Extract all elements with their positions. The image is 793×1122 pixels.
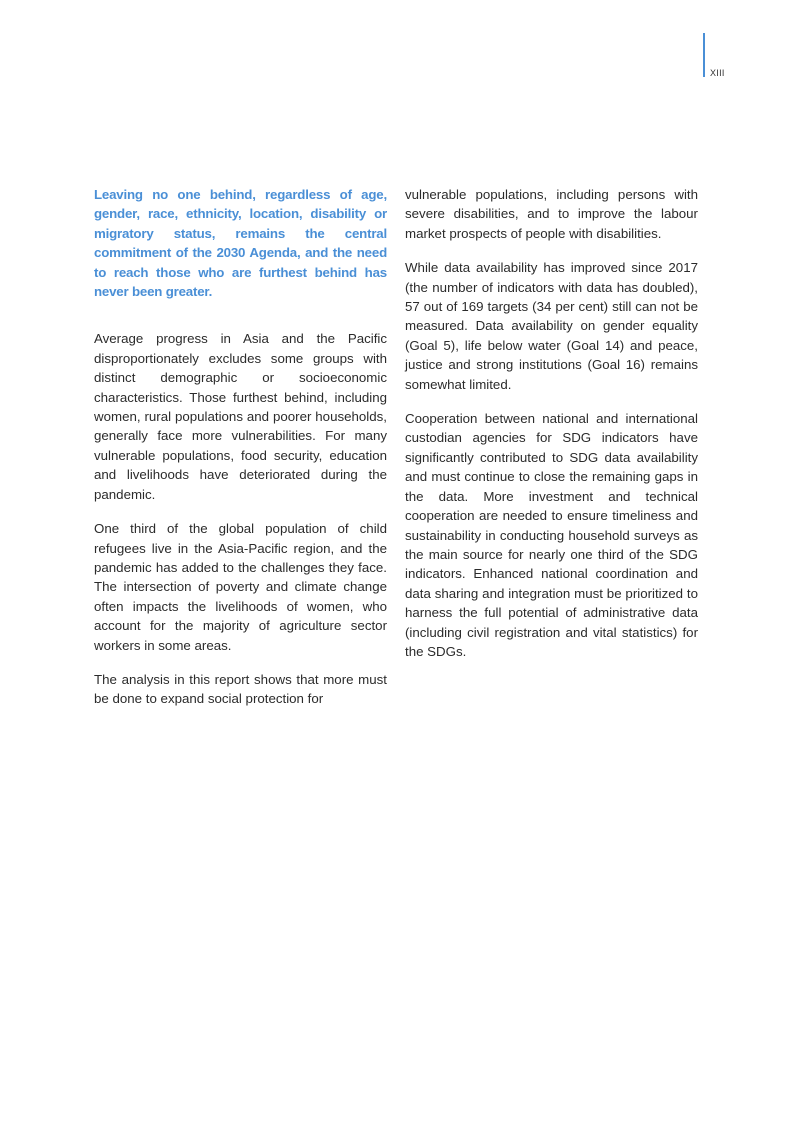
header-rule [703, 33, 705, 77]
right-column [405, 185, 698, 676]
body-paragraph: One third of the global population of child refugees live in the Asia-Pacific region, and the pandemic has added to the challenges they face. The intersection of poverty and climate change often impacts the livelihoods of women, who account for the majority of agriculture sector workers in some areas. [94, 521, 387, 653]
body-paragraph: Cooperation between national and international custodian agencies for SDG indicators have significantly contributed to SDG data availability and must continue to close the remaining gaps in the data. More investment and technical cooperation are needed to ensure timeliness and sustainability in conducting household surveys as the main source for nearly one third of the SDG indicators. Enhanced national coordination and data sharing and integration must be prioritized to harness the full potential of administrative data (including civil registration and vital statistics) for the SDGs. [405, 411, 698, 659]
body-paragraph: The analysis in this report shows that more must be done to expand social protection for [94, 671, 387, 707]
body-paragraph: vulnerable populations, including persons with severe disabilities, and to improve the labour market prospects of people with disabilities. [405, 187, 698, 241]
left-column [94, 185, 387, 724]
lead-paragraph: Leaving no one behind, regardless of age, gender, race, ethnicity, location, disability or migratory status, remains the central commitment of the 2030 Agenda, and the need to reach those who are furthest behind has never been greater. [94, 187, 387, 300]
page-number: XIII [710, 68, 725, 78]
body-paragraph: While data availability has improved since 2017 (the number of indicators with data has doubled), 57 out of 169 targets (34 per cent) still can not be measured. Data availability on gender equality (Goal 5), life below water (Goal 14) and peace, justice and strong institutions (Goal 16) remains somewhat limited. [405, 260, 698, 392]
body-paragraph: Average progress in Asia and the Pacific disproportionately excludes some groups with distinct demographic or socioeconomic characteristics. Those furthest behind, including women, rural populations and poorer households, generally face more vulnerabilities. For many vulnerable populations, food security, education and livelihoods have deteriorated during the pandemic. [94, 331, 387, 502]
